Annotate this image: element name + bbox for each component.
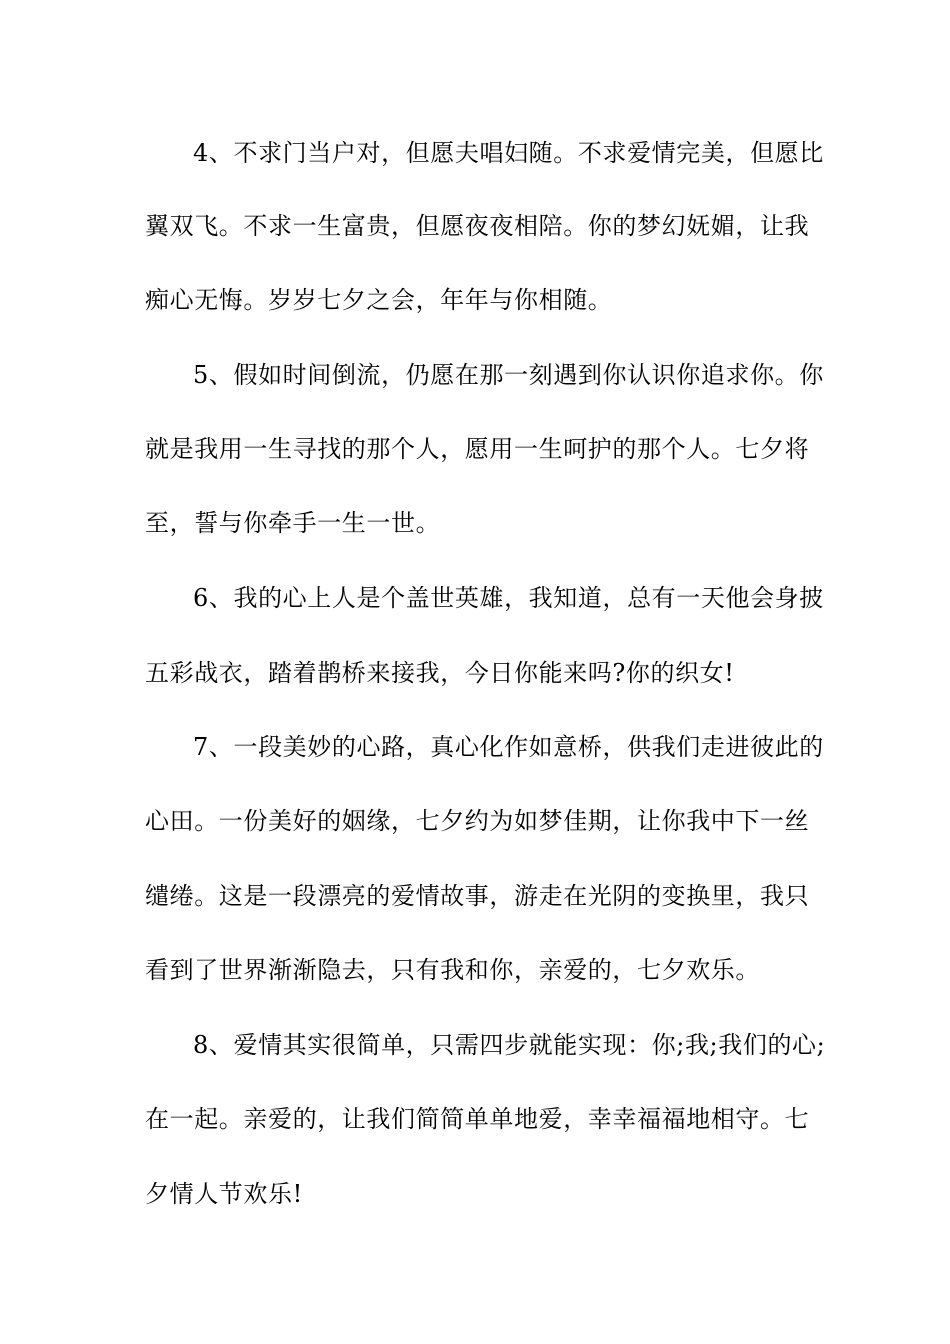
paragraph-7-line-3: 缱绻。这是一段漂亮的爱情故事，游走在光阴的变换里，我只 — [145, 882, 810, 910]
paragraph-8-line-1: 8、爱情其实很简单，只需四步就能实现：你;我;我们的心; — [193, 1031, 826, 1059]
paragraph-5-line-2: 就是我用一生寻找的那个人，愿用一生呵护的那个人。七夕将 — [145, 435, 810, 463]
paragraph-4-line-1: 4、不求门当户对，但愿夫唱妇随。不求爱情完美，但愿比 — [193, 139, 824, 167]
paragraph-5-line-3: 至，誓与你牵手一生一世。 — [145, 509, 441, 537]
paragraph-7-line-2: 心田。一份美好的姻缘，七夕约为如梦佳期，让你我中下一丝 — [145, 807, 810, 835]
paragraph-7-line-4: 看到了世界渐渐隐去，只有我和你，亲爱的，七夕欢乐。 — [145, 956, 760, 984]
paragraph-4-line-2: 翼双飞。不求一生富贵，但愿夜夜相陪。你的梦幻妩媚，让我 — [145, 212, 810, 240]
paragraph-6-line-1: 6、我的心上人是个盖世英雄，我知道，总有一天他会身披 — [193, 584, 824, 612]
paragraph-5-line-1: 5、假如时间倒流，仍愿在那一刻遇到你认识你追求你。你 — [193, 361, 824, 389]
paragraph-8-line-2: 在一起。亲爱的，让我们简简单单地爱，幸幸福福地相守。七 — [145, 1105, 810, 1133]
paragraph-4-line-3: 痴心无悔。岁岁七夕之会，年年与你相随。 — [145, 286, 613, 314]
paragraph-7-line-1: 7、一段美妙的心路，真心化作如意桥，供我们走进彼此的 — [193, 733, 824, 761]
paragraph-8-line-3: 夕情人节欢乐! — [145, 1180, 303, 1208]
paragraph-6-line-2: 五彩战衣，踏着鹊桥来接我，今日你能来吗?你的织女! — [145, 659, 735, 687]
